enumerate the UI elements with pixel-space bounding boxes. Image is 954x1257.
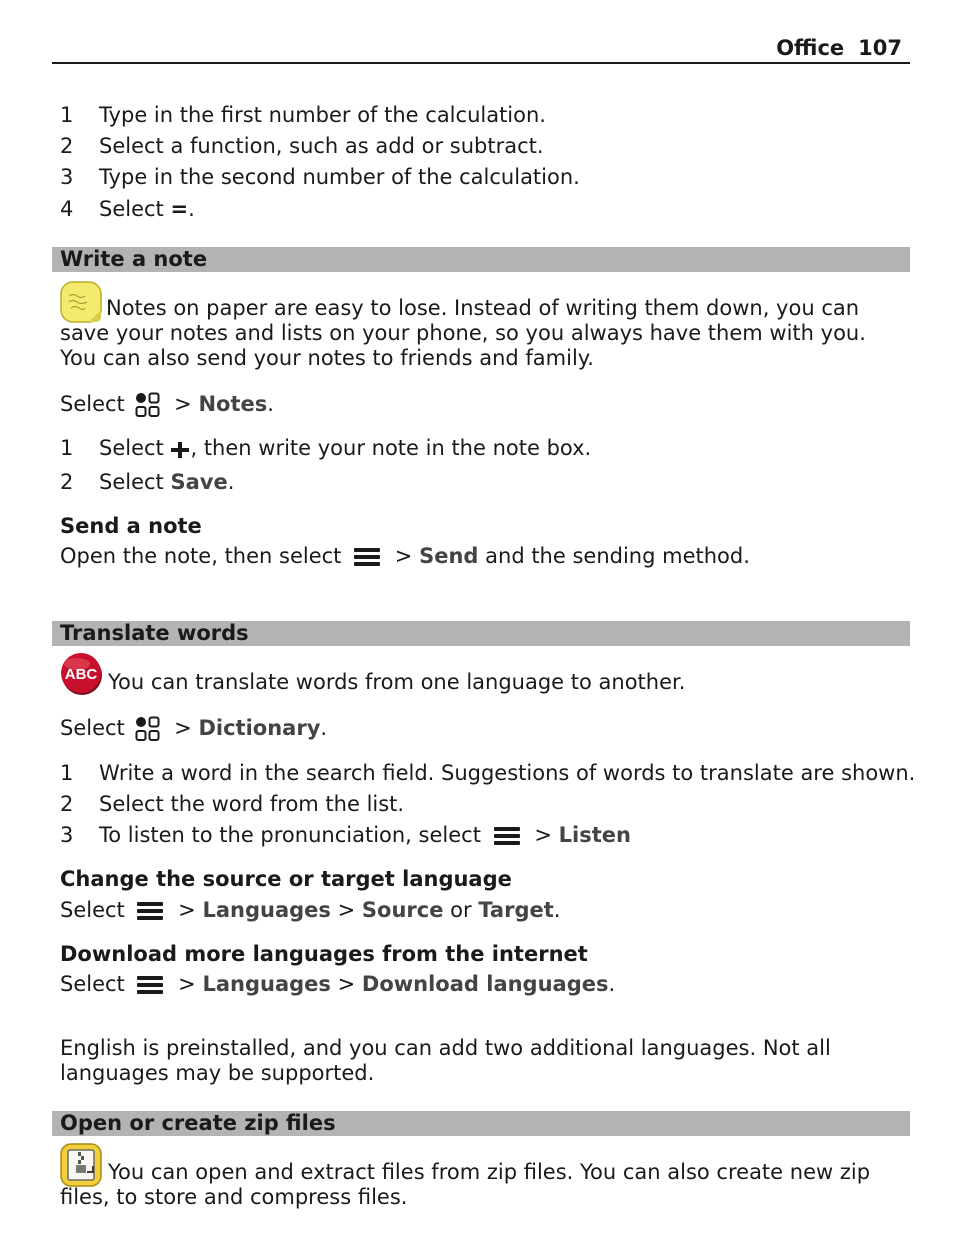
subheading-download-languages: Download more languages from the internet (60, 942, 588, 966)
list-item: Type in the second number of the calculation. (99, 165, 580, 189)
download-languages-line (60, 972, 615, 997)
list-item: Select the word from the list. (99, 792, 405, 816)
separator: > (394, 544, 413, 568)
source-label: Source (361, 898, 444, 922)
section-bar-write-note (52, 247, 910, 272)
step-text: , then write your note in the note box. (190, 436, 592, 460)
separator: > (534, 823, 552, 847)
section-title: Office (776, 36, 845, 60)
line-text: Select (60, 716, 125, 740)
dictionary-app-icon (59, 652, 104, 696)
line-text: . (267, 392, 274, 416)
svg-text:ABC: ABC (64, 666, 98, 683)
line-text: . (320, 716, 328, 740)
languages-label: Languages (202, 898, 331, 922)
menu-icon (352, 545, 382, 569)
line-text: or (450, 898, 472, 922)
notes-label: Notes (198, 392, 268, 416)
step-text: Select (99, 470, 171, 494)
line-text: Select (60, 972, 125, 996)
languages-note: English is preinstalled, and you can add two additional languages. Not all languages may be supported. (60, 1036, 831, 1085)
translate-intro: You can translate words from one language to another. (108, 670, 686, 694)
page-number: 107 (858, 36, 902, 60)
step-text: . (227, 470, 235, 494)
languages-label: Languages (202, 972, 331, 996)
line-text: and the sending method. (485, 544, 750, 568)
equals-key-label: = (170, 197, 189, 221)
list-item: Write a word in the search field. Suggestions of words to translate are shown. (99, 761, 916, 785)
list-number: 4 (60, 197, 74, 221)
menu-icon (492, 824, 522, 848)
page-header (776, 36, 902, 60)
list-item: Type in the first number of the calculation. (99, 103, 546, 127)
list-number: 2 (60, 792, 74, 816)
header-rule (52, 62, 910, 64)
step-text: To listen to the pronunciation, select (99, 823, 481, 847)
step-text: . (188, 197, 195, 221)
separator: > (178, 972, 196, 996)
menu-icon (135, 973, 165, 997)
write-note-intro: Notes on paper are easy to lose. Instead of writing them down, you can save your notes and lists on your phone, so you always have them with you. You can also send your notes to friends and family. (60, 296, 866, 370)
line-text: Open the note, then select (60, 544, 342, 568)
section-heading: Open or create zip files (60, 1111, 336, 1135)
line-text: . (553, 898, 561, 922)
separator: > (178, 898, 196, 922)
list-number: 2 (60, 470, 74, 494)
plus-icon (170, 439, 190, 459)
zip-intro: You can open and extract files from zip files. You can also create new zip files, to store and compress files. (60, 1160, 871, 1209)
list-number: 3 (60, 165, 74, 189)
line-text: . (608, 972, 616, 996)
list-item: Select a function, such as add or subtract. (99, 134, 544, 158)
app-grid-icon (135, 716, 161, 742)
select-dictionary-line (60, 716, 327, 742)
section-bar-zip (52, 1111, 910, 1136)
list-item (99, 197, 195, 222)
download-languages-label: Download languages (361, 972, 609, 996)
send-label: Send (419, 544, 479, 568)
listen-label: Listen (558, 823, 631, 847)
list-number: 1 (60, 436, 74, 460)
send-note-line (60, 544, 750, 569)
section-heading: Write a note (60, 247, 208, 271)
list-item (99, 436, 591, 461)
change-language-line (60, 898, 560, 923)
dictionary-label: Dictionary (198, 716, 321, 740)
line-text: Select (60, 392, 125, 416)
step-text: Select (99, 197, 171, 221)
subheading-change-language: Change the source or target language (60, 867, 512, 891)
list-number: 2 (60, 134, 74, 158)
line-text: Select (60, 898, 125, 922)
app-grid-icon (135, 392, 161, 418)
target-label: Target (478, 898, 554, 922)
separator: > (337, 898, 356, 922)
section-bar-translate (52, 621, 910, 646)
save-label: Save (170, 470, 228, 494)
step-text: Select (99, 436, 171, 460)
subheading-send-note: Send a note (60, 514, 202, 538)
list-number: 1 (60, 103, 74, 127)
list-number: 1 (60, 761, 74, 785)
list-item (99, 470, 234, 495)
list-number: 3 (60, 823, 74, 847)
select-notes-line (60, 392, 274, 418)
separator: > (174, 392, 192, 416)
menu-icon (135, 899, 165, 923)
separator: > (174, 716, 192, 740)
list-item (99, 823, 631, 848)
section-heading: Translate words (60, 621, 249, 645)
separator: > (337, 972, 356, 996)
